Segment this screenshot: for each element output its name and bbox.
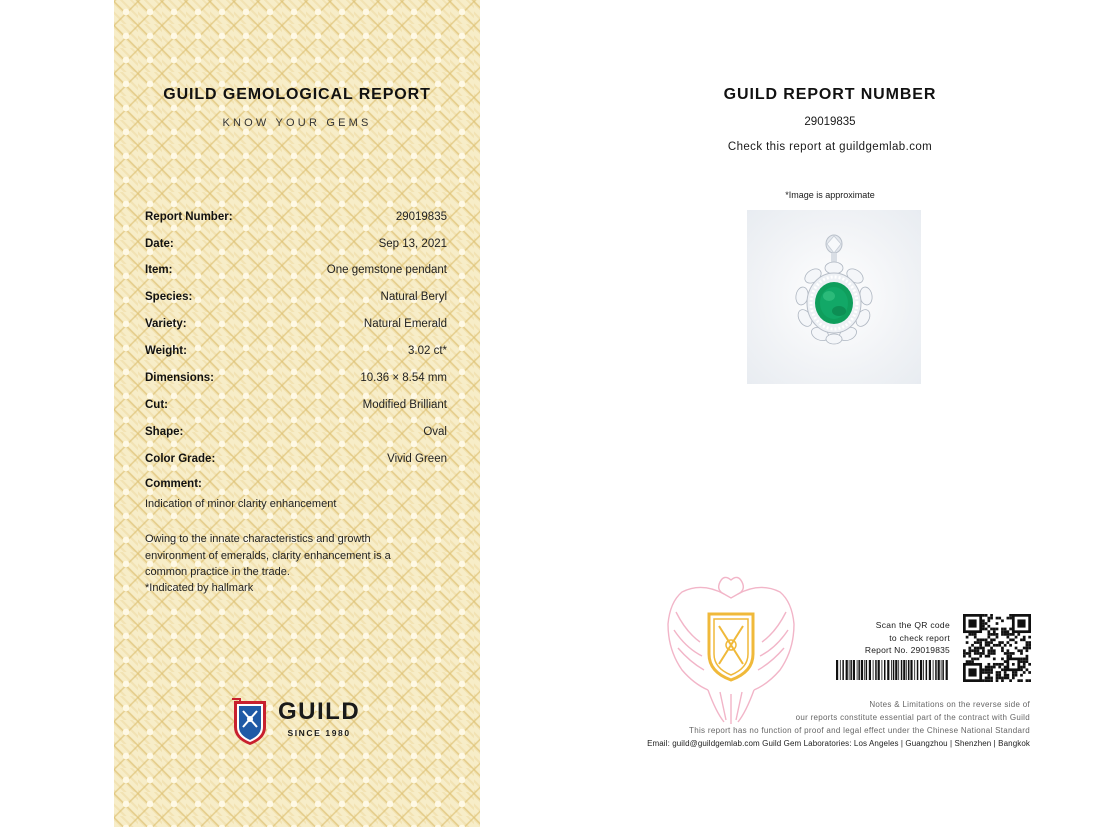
scan-instructions [820,619,950,645]
detail-value: Natural Emerald [363,318,447,330]
detail-label: Report Number: [145,211,233,223]
detail-row-item [145,262,447,278]
detail-value: Natural Beryl [380,291,447,303]
detail-value: Modified Brilliant [362,399,447,411]
detail-value: Sep 13, 2021 [378,238,447,250]
check-report-link[interactable]: Check this report at guildgemlab.com [727,141,933,153]
report-panel [114,0,480,827]
detail-value: 3.02 ct* [408,345,447,357]
detail-row-cut [145,397,447,413]
report-number-value: 29019835 [804,116,856,128]
guild-shield-icon [232,697,268,747]
gem-photo [747,210,921,384]
report-number-title: GUILD REPORT NUMBER [723,86,937,103]
note-line: environment of emeralds, clarity enhancement is a [145,549,391,562]
logo-wordmark [278,700,360,738]
comment-label: Comment: [145,478,202,490]
detail-value: 10.36 × 8.54 mm [360,372,447,384]
report-tagline: KNOW YOUR GEMS [222,117,372,129]
hallmark-note: *Indicated by hallmark [145,582,254,594]
detail-label: Color Grade: [145,453,216,465]
scan-line: Scan the QR code [875,620,950,630]
detail-value: Vivid Green [387,453,447,465]
detail-label: Dimensions: [145,372,215,384]
detail-row-report-number [145,209,447,225]
notes-line: Notes & Limitations on the reverse side of [869,700,1030,709]
detail-row-variety [145,316,447,332]
comment-text: Indication of minor clarity enhancement [145,498,337,510]
detail-row-date [145,236,447,252]
barcode [836,660,950,680]
detail-value: One gemstone pendant [326,264,447,276]
note-line: Owing to the innate characteristics and growth [145,533,371,545]
detail-label: Item: [145,264,173,276]
guild-logo [232,697,360,747]
detail-label: Weight: [145,345,187,357]
detail-value: 29019835 [395,211,447,223]
image-note: *Image is approximate [785,190,875,200]
barcode-report-number: Report No. 29019835 [864,645,950,655]
qr-code[interactable] [963,614,1031,682]
detail-row-weight [145,343,447,359]
scan-line: to check report [889,633,950,643]
detail-row-color-grade [145,451,447,467]
logo-name: GUILD [278,698,361,725]
emerald-pendant-image [747,210,921,384]
notes-line: This report has no function of proof and legal effect under the Chinese National Standard [689,726,1030,735]
detail-row-shape [145,424,447,440]
logo-since: SINCE 1980 [287,728,351,738]
detail-label: Variety: [145,318,187,330]
footer-contact: Email: guild@guildgemlab.com Guild Gem Laboratories: Los Angeles | Guangzhou | Shenzhen | Bangkok [647,739,1030,748]
report-title: GUILD GEMOLOGICAL REPORT [163,86,431,103]
detail-row-species [145,289,447,305]
enhancement-note [145,531,445,581]
detail-label: Date: [145,238,174,250]
detail-row-dimensions [145,370,447,386]
notes-line: our reports constitute essential part of the contract with Guild [795,713,1030,722]
detail-label: Cut: [145,399,168,411]
detail-value: Oval [423,426,447,438]
note-line: common practice in the trade. [145,566,290,578]
detail-label: Shape: [145,426,184,438]
detail-label: Species: [145,291,193,303]
